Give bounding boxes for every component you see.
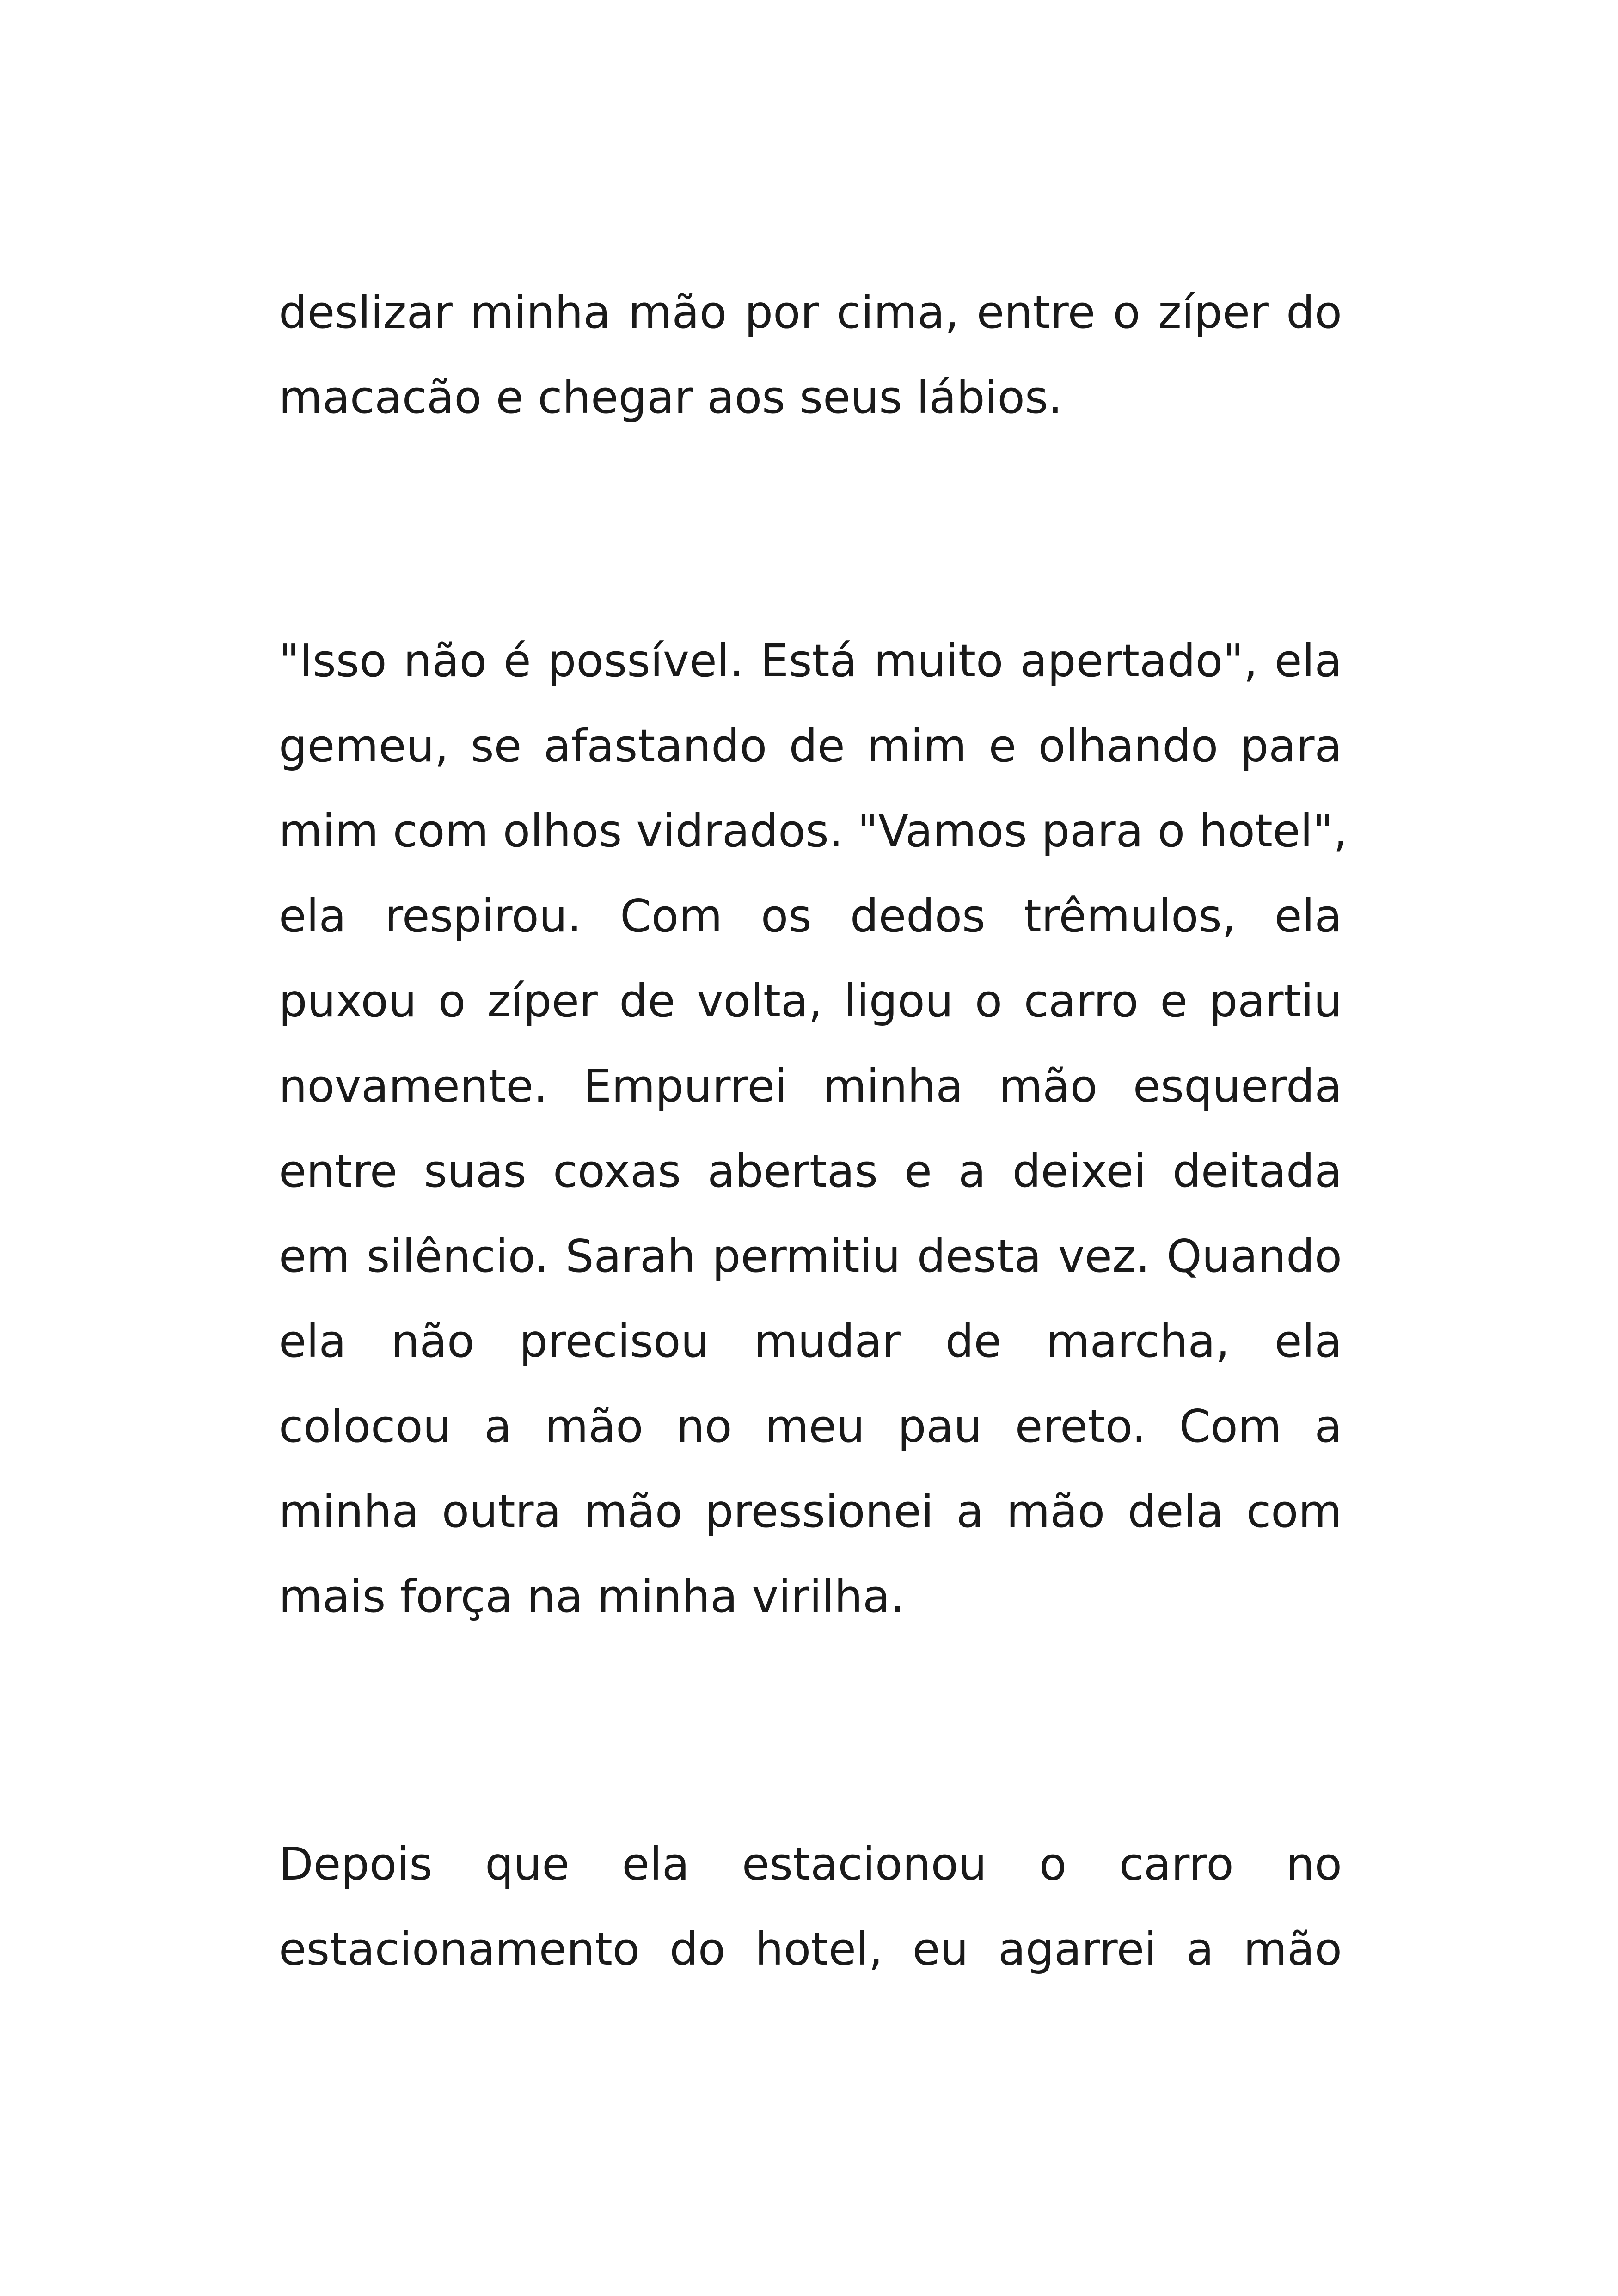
text-line: mais força na minha virilha. bbox=[279, 1570, 905, 1623]
text-line: estacionamento do hotel, eu agarrei a mão bbox=[279, 1923, 1342, 1975]
text-line: em silêncio. Sarah permitiu desta vez. Quando bbox=[279, 1230, 1342, 1282]
text-line: ela respirou. Com os dedos trêmulos, ela bbox=[279, 890, 1342, 942]
text-line: colocou a mão no meu pau ereto. Com a bbox=[279, 1400, 1342, 1452]
text-line: novamente. Empurrei minha mão esquerda bbox=[279, 1060, 1342, 1112]
text-line: puxou o zíper de volta, ligou o carro e partiu bbox=[279, 975, 1342, 1027]
text-line: entre suas coxas abertas e a deixei deitada bbox=[279, 1145, 1342, 1197]
paragraph-1 bbox=[279, 270, 1342, 440]
text-line: Depois que ela estacionou o carro no bbox=[279, 1838, 1342, 1890]
paragraph-2 bbox=[279, 618, 1348, 1639]
text-line: minha outra mão pressionei a mão dela com bbox=[279, 1485, 1342, 1537]
text-line: ela não precisou mudar de marcha, ela bbox=[279, 1315, 1342, 1367]
text-line: mim com olhos vidrados. "Vamos para o hotel", bbox=[279, 805, 1348, 857]
text-line: gemeu, se afastando de mim e olhando para bbox=[279, 720, 1342, 772]
text-line: "Isso não é possível. Está muito apertado", ela bbox=[279, 635, 1342, 687]
text-line: deslizar minha mão por cima, entre o zíper do bbox=[279, 286, 1342, 338]
paragraph-3 bbox=[279, 1822, 1342, 1992]
text-line: macacão e chegar aos seus lábios. bbox=[279, 371, 1063, 423]
